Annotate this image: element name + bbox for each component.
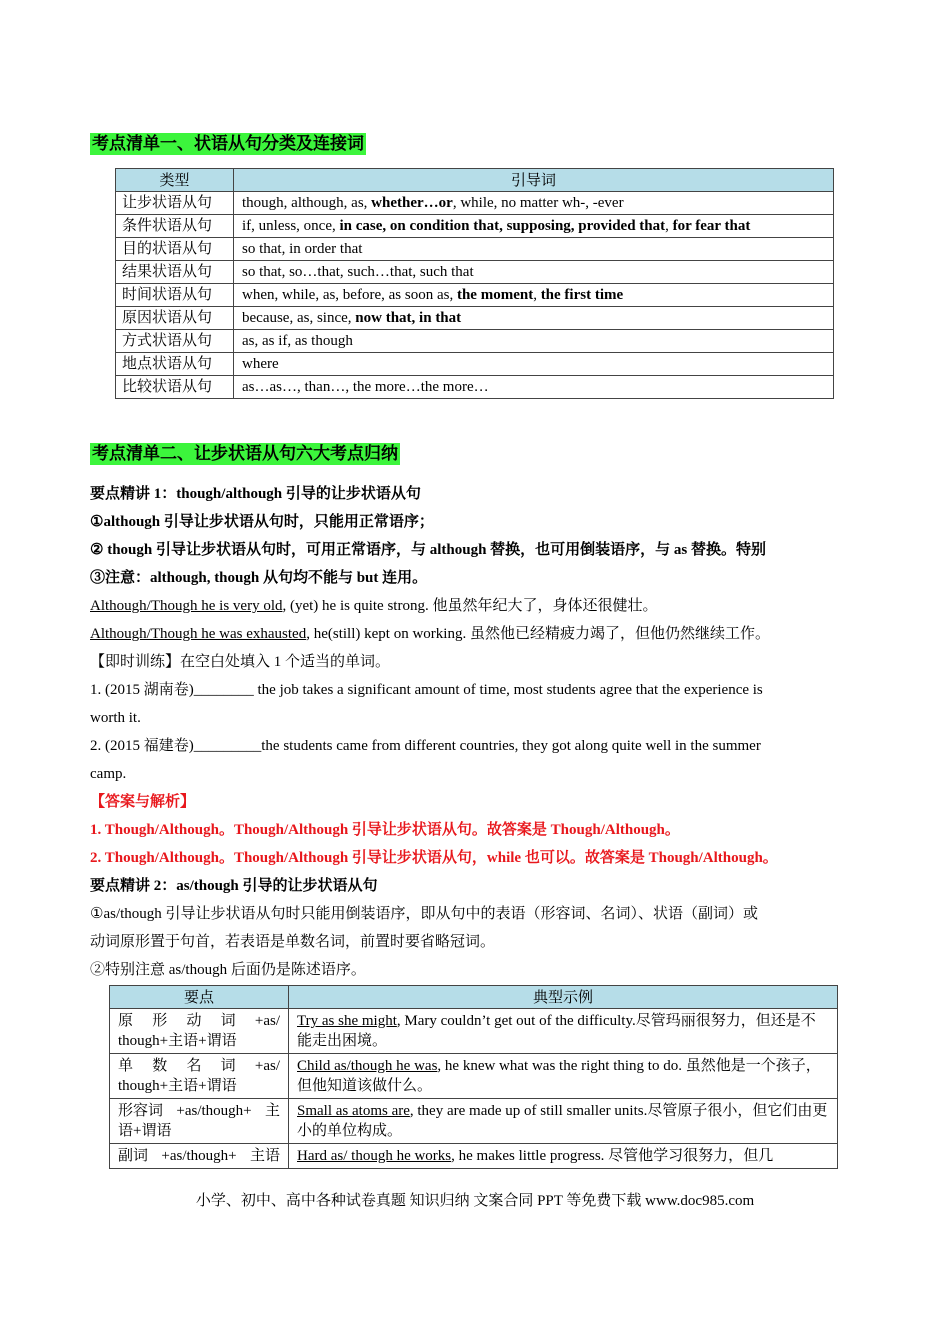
connector-text: because, as, since, — [242, 310, 356, 326]
example-clause: Try as she might — [297, 1013, 397, 1029]
connector-text: if, unless, once, — [242, 218, 340, 234]
connector-bold-text: in case, on condition that, supposing, provided that — [339, 218, 666, 234]
example-clause: Hard as/ though he works — [297, 1148, 452, 1164]
example-sentence-1 — [90, 595, 657, 617]
table-row — [116, 307, 834, 330]
example-sentence-2 — [90, 623, 770, 645]
point2-rule-1-line-2: 动词原形置于句首，若表语是单数名词，前置时要省略冠词。 — [90, 934, 496, 950]
table-row — [116, 353, 834, 376]
table-row — [110, 1144, 838, 1169]
point-line-1 — [118, 1146, 280, 1166]
example-1-clause: Although/Though he is very old — [90, 598, 283, 614]
connector-text: so that, in order that — [242, 241, 363, 257]
question-1-line-2: worth it. — [90, 710, 141, 726]
page-footer: 小学、初中、高中各种试卷真题 知识归纳 文案合同 PPT 等免费下载 www.doc985.com — [195, 1193, 755, 1209]
point-line-2: though+主语+谓语 — [118, 1078, 237, 1094]
connector-bold-text: the moment — [456, 287, 534, 303]
table-header-row — [116, 169, 834, 192]
point-word: 形容词 — [118, 1103, 164, 1119]
point-word: +as/though+ — [176, 1103, 252, 1119]
answer-title: 【答案与解析】 — [90, 794, 196, 810]
connector-cell — [234, 330, 834, 353]
example-rest: , he knew what was the right thing to do. 虽然他是一个孩子，但他知道该做什么。 — [297, 1058, 821, 1094]
example-rest: , Mary couldn’t get out of the difficulty.尽管玛丽很努力，但还是不能走出困境。 — [297, 1013, 816, 1049]
point2-rule-1-line-1: ①as/though 引导让步状语从句时只能用倒装语序，即从句中的表语（形容词、名词）、状语（副词）或 — [90, 906, 759, 922]
example-clause: Small as atoms are — [297, 1103, 410, 1119]
example-cell — [289, 1144, 838, 1169]
connector-table — [115, 168, 834, 399]
point-line-1 — [118, 1011, 280, 1031]
table-row — [116, 330, 834, 353]
table-row — [116, 192, 834, 215]
connector-text: , while, no matter wh-, -ever — [452, 195, 624, 211]
example-1-rest: , (yet) he is quite strong. 他虽然年纪大了，身体还很健壮。 — [282, 598, 658, 614]
rule-3: ③注意：although, though 从句均不能与 but 连用。 — [90, 570, 428, 586]
question-2-line-1: 2. (2015 福建卷)_________the students came from different countries, they got along quite well in the summer — [90, 738, 761, 754]
connector-bold-text: whether…or — [371, 195, 453, 211]
point-cell — [110, 1144, 289, 1169]
point-cell — [110, 1054, 289, 1099]
clause-type-cell: 方式状语从句 — [116, 330, 234, 353]
answer-2: 2. Though/Although。Though/Although 引导让步状语从句，while 也可以。故答案是 Though/Although。 — [90, 850, 778, 866]
connector-cell — [234, 215, 834, 238]
example-rest: , he makes little progress. 尽管他学习很努力，但几 — [451, 1148, 774, 1164]
clause-type-cell: 时间状语从句 — [116, 284, 234, 307]
point-line-1 — [118, 1101, 280, 1121]
example-2-clause: Although/Though he was exhausted — [90, 626, 307, 642]
connector-bold-text: the first time — [540, 287, 624, 303]
point-word: 动 — [186, 1013, 202, 1029]
inversion-table — [109, 985, 838, 1169]
section1-heading: 考点清单一、状语从句分类及连接词 — [92, 134, 364, 154]
example-cell — [289, 1099, 838, 1144]
point-word: 词 — [220, 1013, 236, 1029]
column-header-type: 类型 — [116, 169, 234, 192]
table-row — [116, 376, 834, 399]
point2-title: 要点精讲 2：as/though 引导的让步状语从句 — [90, 878, 378, 894]
point-cell — [110, 1099, 289, 1144]
connector-cell — [234, 261, 834, 284]
column-header-point: 要点 — [110, 986, 289, 1009]
point-word: 副词 — [118, 1148, 149, 1164]
connector-bold-text: now that, in that — [355, 310, 462, 326]
point2-rule-2: ②特别注意 as/though 后面仍是陈述语序。 — [90, 962, 366, 978]
clause-type-cell: 让步状语从句 — [116, 192, 234, 215]
point-word: 主语 — [249, 1148, 280, 1164]
point-word: 单 — [118, 1058, 134, 1074]
connector-text: when, while, as, before, as soon as, — [242, 287, 457, 303]
point-word: +as/ — [254, 1058, 280, 1074]
section2-heading: 考点清单二、让步状语从句六大考点归纳 — [92, 444, 398, 464]
connector-cell — [234, 192, 834, 215]
point-word: +as/though+ — [161, 1148, 237, 1164]
connector-text: as…as…, than…, the more…the more… — [242, 379, 489, 395]
example-cell — [289, 1009, 838, 1054]
clause-type-cell: 条件状语从句 — [116, 215, 234, 238]
point-word: 名 — [186, 1058, 202, 1074]
point-word: 主 — [264, 1103, 280, 1119]
point-line-1 — [118, 1056, 280, 1076]
table-row — [116, 215, 834, 238]
connector-text: , — [533, 287, 541, 303]
clause-type-cell: 结果状语从句 — [116, 261, 234, 284]
point-line-2: 语+谓语 — [118, 1123, 172, 1139]
clause-type-cell: 目的状语从句 — [116, 238, 234, 261]
point-line-2: though+主语+谓语 — [118, 1033, 237, 1049]
connector-text: though, although, as, — [242, 195, 372, 211]
point-word: 原 — [118, 1013, 134, 1029]
question-1-line-1: 1. (2015 湖南卷)________ the job takes a significant amount of time, most students agree that the experience is — [90, 682, 763, 698]
question-2-line-2: camp. — [90, 766, 127, 782]
connector-cell — [234, 353, 834, 376]
table-header-row — [110, 986, 838, 1009]
table-row — [110, 1099, 838, 1144]
table-row — [110, 1009, 838, 1054]
connector-cell — [234, 376, 834, 399]
column-header-example: 典型示例 — [289, 986, 838, 1009]
point1-title: 要点精讲 1：though/although 引导的让步状语从句 — [90, 486, 421, 502]
example-rest: , they are made up of still smaller units.尽管原子很小，但它们由更小的单位构成。 — [297, 1103, 828, 1139]
point-word: +as/ — [254, 1013, 280, 1029]
rule-2: ② though 引导让步状语从句时，可用正常语序，与 although 替换，也可用倒装语序，与 as 替换。特别 — [90, 542, 766, 558]
clause-type-cell: 原因状语从句 — [116, 307, 234, 330]
connector-cell — [234, 284, 834, 307]
rule-1: ①although 引导让步状语从句时，只能用正常语序； — [90, 514, 434, 530]
column-header-connectors: 引导词 — [234, 169, 834, 192]
connector-text: so that, so…that, such…that, such that — [242, 264, 474, 280]
example-clause: Child as/though he was — [297, 1058, 438, 1074]
practice-title: 【即时训练】在空白处填入 1 个适当的单词。 — [90, 654, 391, 670]
connector-cell — [234, 238, 834, 261]
point-word: 数 — [152, 1058, 168, 1074]
connector-text: , — [665, 218, 673, 234]
connector-bold-text: for fear that — [672, 218, 751, 234]
clause-type-cell: 地点状语从句 — [116, 353, 234, 376]
connector-cell — [234, 307, 834, 330]
answer-1: 1. Though/Although。Though/Although 引导让步状语从句。故答案是 Though/Although。 — [90, 822, 680, 838]
table-row — [110, 1054, 838, 1099]
connector-text: where — [242, 356, 279, 372]
example-2-rest: , he(still) kept on working. 虽然他已经精疲力竭了，但他仍然继续工作。 — [306, 626, 770, 642]
point-word: 词 — [220, 1058, 236, 1074]
point-word: 形 — [152, 1013, 168, 1029]
table-row — [116, 284, 834, 307]
clause-type-cell: 比较状语从句 — [116, 376, 234, 399]
table-row — [116, 238, 834, 261]
example-cell — [289, 1054, 838, 1099]
point-cell — [110, 1009, 289, 1054]
table-row — [116, 261, 834, 284]
connector-text: as, as if, as though — [242, 333, 353, 349]
